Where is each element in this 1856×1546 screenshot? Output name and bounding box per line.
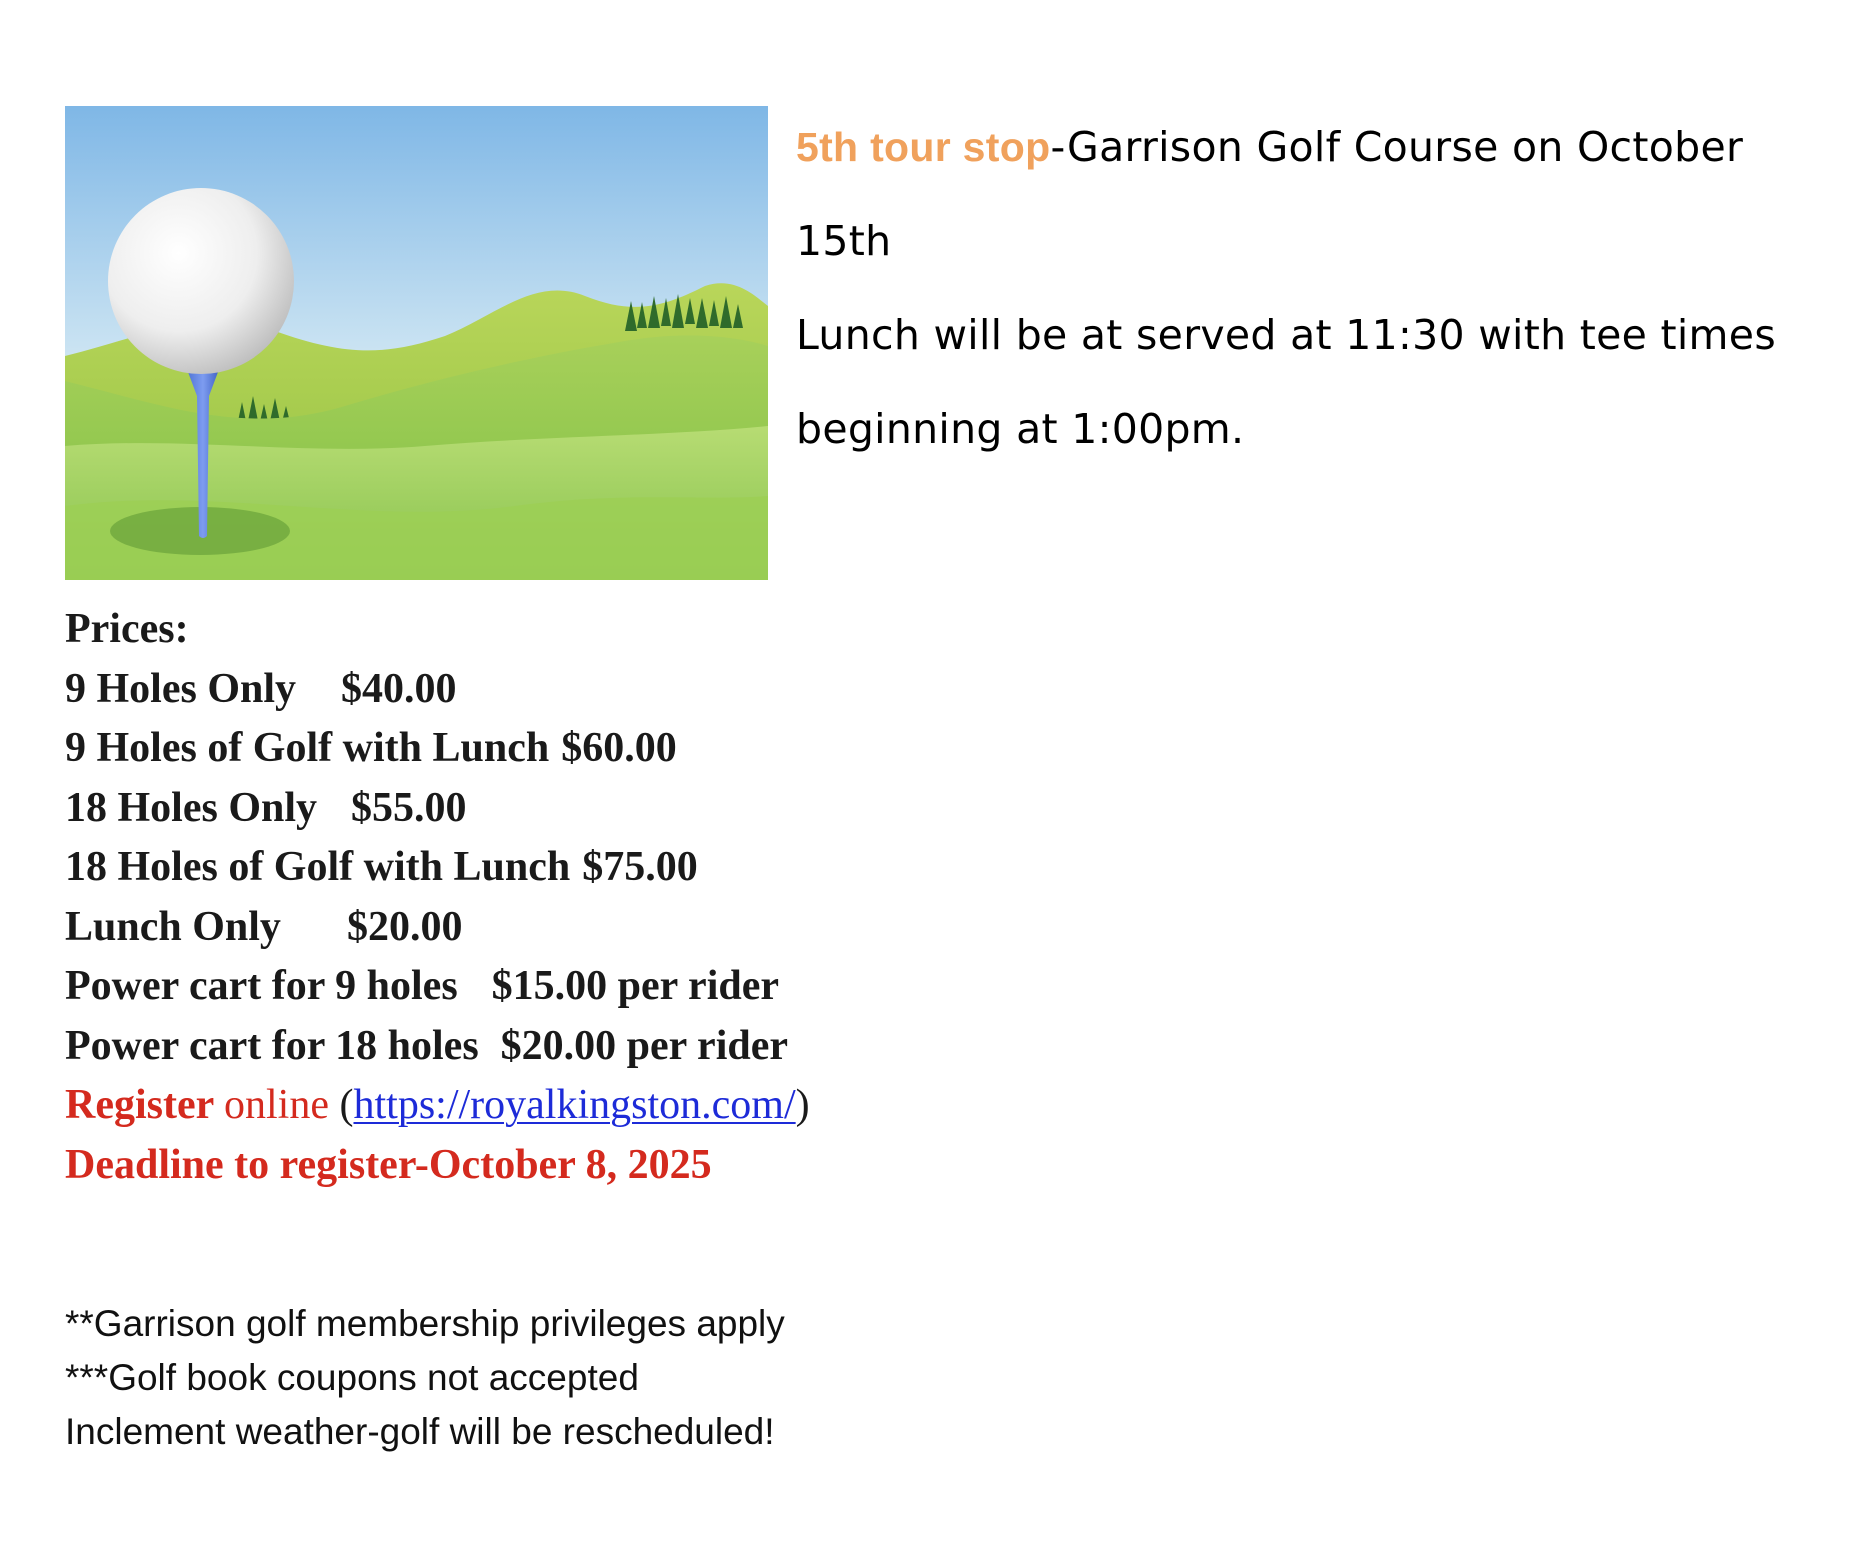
register-link[interactable]: https://royalkingston.com/ [353, 1082, 796, 1128]
event-date-suffix: 15th [796, 217, 892, 265]
price-label: 9 Holes of Golf with Lunch [65, 725, 550, 771]
prices-heading: Prices: [65, 606, 189, 652]
price-row [65, 660, 1165, 720]
price-row [65, 957, 1165, 1017]
price-row [65, 838, 1165, 898]
notes-section [65, 1297, 1165, 1459]
tour-stop-label: 5th tour stop [796, 124, 1051, 170]
register-word: Register [65, 1082, 214, 1128]
price-value: $20.00 [346, 903, 463, 950]
price-value: $60.00 [561, 725, 677, 771]
price-value: $20.00 per rider [500, 1022, 789, 1069]
price-label: Power cart for 9 holes [65, 963, 458, 1009]
price-row [65, 719, 1165, 779]
register-online: online [224, 1082, 329, 1128]
price-value: $55.00 [351, 784, 467, 831]
price-label: Lunch Only [65, 903, 281, 950]
price-value: $40.00 [341, 665, 457, 712]
price-row [65, 779, 1165, 839]
event-location: -Garrison Golf Course on October [1050, 123, 1744, 171]
registration-deadline: Deadline to register-October 8, 2025 [65, 1141, 712, 1188]
lunch-info: Lunch will be at served at 11:30 with tee times [796, 311, 1776, 359]
price-label: Power cart for 18 holes [65, 1022, 479, 1069]
register-line [65, 1076, 1165, 1136]
price-value: $15.00 per rider [491, 963, 780, 1009]
price-value: $75.00 [582, 844, 698, 890]
event-intro [796, 100, 1826, 476]
close-paren: ) [795, 1082, 810, 1128]
note-weather: Inclement weather-golf will be rescheduled! [65, 1411, 775, 1452]
price-row [65, 1017, 1165, 1077]
price-label: 18 Holes Only [65, 784, 318, 831]
price-label: 18 Holes of Golf with Lunch [65, 844, 571, 890]
golf-ball-on-tee-icon [65, 106, 768, 580]
note-membership: **Garrison golf membership privileges apply [65, 1303, 785, 1344]
price-row [65, 898, 1165, 958]
price-label: 9 Holes Only [65, 665, 297, 712]
note-coupons: ***Golf book coupons not accepted [65, 1357, 639, 1398]
open-paren: ( [339, 1082, 354, 1128]
price-list [65, 600, 1165, 1195]
tee-time-info: beginning at 1:00pm. [796, 405, 1245, 453]
